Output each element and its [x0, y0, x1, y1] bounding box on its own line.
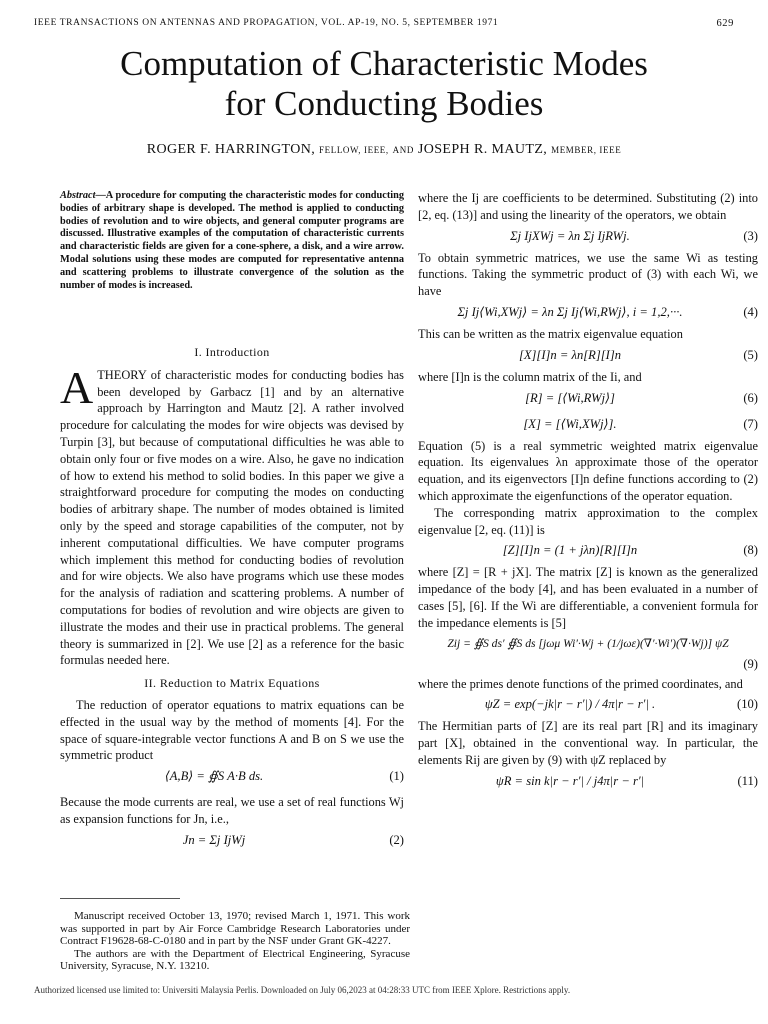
abstract-label: Abstract — [60, 190, 96, 201]
equation-6-number: (6) — [743, 390, 758, 405]
footnote-manuscript: Manuscript received October 13, 1970; revised March 1, 1971. This work was supported in part by Air Force Cambridge Research Laboratories under Contract F19628-68-C-0180 and in part by the NSF under Grant GK-4227. — [60, 910, 410, 948]
equation-8-number: (8) — [743, 543, 758, 558]
author-conjunction: AND — [392, 145, 414, 155]
equation-11-body: ψR = sin k|r − r′| / j4π|r − r′| — [495, 773, 645, 788]
equation-5 — [418, 343, 758, 369]
author-line — [0, 142, 768, 158]
abstract — [60, 190, 404, 292]
equation-7 — [418, 412, 758, 438]
equation-4-number: (4) — [743, 304, 758, 319]
equation-2 — [60, 828, 404, 854]
page-number: 629 — [716, 18, 734, 29]
author-1-grade: FELLOW, IEEE, — [319, 145, 389, 155]
equation-5-number: (5) — [743, 347, 758, 362]
drop-cap: A — [60, 361, 94, 413]
equation-4-body: Σj Ij⟨Wi,XWj⟩ = λn Σj Ij⟨Wi,RWj⟩, i = 1,2,···. — [457, 304, 683, 319]
right-para-4: where [I]n is the column matrix of the Ii, and — [418, 369, 642, 384]
author-2: JOSEPH R. MAUTZ, — [417, 142, 548, 157]
section-2-para-2: Because the mode currents are real, we use a set of real functions Wj as expansion functions for Jn, i.e., — [60, 795, 404, 826]
running-head — [34, 18, 734, 28]
equation-1 — [60, 764, 404, 790]
equation-8-body: [Z][I]n = (1 + jλn)[R][I]n — [502, 543, 638, 558]
equation-10 — [418, 692, 758, 718]
footnote — [60, 910, 410, 973]
section-1-text: THEORY of characteristic modes for conducting bodies has been developed by Garbacz [1] and by an alternative approach by Harrington and Mautz [2]. A rather involved procedure for calculating the modes for wire objects was devised by Turpin [3], but because of computational difficulties he was able to obtain only four or five modes on a wire. Also, he gave no indication of how to extend his method to solid bodies. In this paper we give a straightforward procedure for computing the modes on conducting bodies of arbitrary shape. The number of modes obtained is limited only by the speed and storage capabilities of the computer, not by inherent computational difficulties. We have computer programs which implement this method for conducting bodies of revolution and for wire objects. We also have programs which use these modes for the analysis of radiation and scattering problems. A number of computations for bodies of revolution and wire objects are given to illustrate the modes and their use in practical problems. The general theory is summarized in [2]. We use [2] as a reference for the basic formulas needed here. — [60, 367, 404, 668]
footnote-affiliation: The authors are with the Department of Electrical Engineering, Syracuse University, Syracuse, N.Y. 13210. — [60, 947, 410, 973]
equation-7-number: (7) — [743, 416, 758, 431]
equation-9-body: Zij = ∯S ds′ ∯S ds [jωμ Wi′·Wj + (1/jωε)(∇′·Wi′)(∇·Wj)] ψZ — [447, 636, 729, 650]
section-2-heading: II. Reduction to Matrix Equations — [144, 676, 320, 691]
author-2-grade: MEMBER, IEEE — [551, 145, 622, 155]
footnote-rule — [60, 898, 180, 899]
equation-11-number: (11) — [737, 773, 758, 788]
equation-5-body: [X][I]n = λn[R][I]n — [518, 347, 622, 362]
equation-6-body: [R] = [⟨Wi,RWj⟩] — [525, 390, 615, 405]
right-para-5: Equation (5) is a real symmetric weighted matrix eigenvalue equation. Its eigenvalues λn approximate those of the operator equation, and its eigenvectors [I]n define functions according to (2) which approximate the eigenfunctions of the operator equation. — [418, 438, 758, 503]
right-para-8: where the primes denote functions of the primed coordinates, and — [418, 676, 743, 691]
equation-7-body: [X] = [⟨Wi,XWj⟩]. — [523, 416, 617, 431]
right-column — [418, 190, 758, 795]
paper-title — [0, 44, 768, 124]
equation-6 — [418, 386, 758, 412]
equation-8 — [418, 538, 758, 564]
section-2-para-1: The reduction of operator equations to matrix equations can be effected in the usual way by the method of moments [4]. For the space of square-integrable vector functions A and B on S we use the symmetric product — [60, 697, 404, 763]
equation-3-body: Σj IjXWj = λn Σj IjRWj. — [510, 228, 630, 243]
equation-3-number: (3) — [743, 228, 758, 243]
equation-2-number: (2) — [389, 832, 404, 847]
equation-1-body: ⟨A,B⟩ = ∯S A·B ds. — [164, 769, 264, 784]
title-line-1: Computation of Characteristic Modes — [120, 44, 648, 83]
equation-10-body: ψZ = exp(−jk|r − r′|) / 4π|r − r′| . — [484, 697, 656, 712]
equation-2-body: Jn = Σj IjWj — [182, 832, 246, 847]
abstract-text: —A procedure for computing the characteristic modes for conducting bodies of arbitrary shape is developed. The method is applied to conducting bodies of revolution and to wire objects, and general computer programs are discussed. Illustrative examples of the computation of characteristic currents and characteristic fields are given for a cone-sphere, a disk, and a wire arrow. Modal solutions using these modes are computed for representative antenna and scattering problems to illustrate convergence of the solution as the number of modes is increased. — [60, 190, 404, 291]
equation-1-number: (1) — [389, 769, 404, 784]
right-para-1: where the Ij are coefficients to be determined. Substituting (2) into [2, eq. (13)] and using the linearity of the operators, we obtain — [418, 191, 758, 222]
equation-9 — [418, 632, 758, 676]
journal-citation: IEEE TRANSACTIONS ON ANTENNAS AND PROPAGATION, VOL. AP-19, NO. 5, SEPTEMBER 1971 — [34, 18, 499, 28]
right-para-2: To obtain symmetric matrices, we use the same Wi as testing functions. Taking the symmetric product of (3) with each Wi, we have — [418, 250, 758, 299]
equation-11 — [418, 769, 758, 795]
title-line-2: for Conducting Bodies — [224, 84, 544, 123]
right-para-3: This can be written as the matrix eigenvalue equation — [418, 326, 683, 341]
equation-9-number: (9) — [743, 656, 758, 671]
section-1-heading: I. Introduction — [194, 345, 270, 359]
access-footer: Authorized licensed use limited to: Universiti Malaysia Perlis. Downloaded on July 06,2023 at 04:28:33 UTC from IEEE Xplore. Restrictions apply. — [34, 985, 571, 995]
section-1-body — [60, 361, 404, 669]
equation-10-number: (10) — [737, 697, 758, 712]
right-para-7: where [Z] = [R + jX]. The matrix [Z] is known as the generalized impedance of the body [4], and has been evaluated in a number of cases [5], [6]. If the Wi are differentiable, a convenient formula for the impedance elements is [5] — [418, 565, 758, 630]
right-para-6: The corresponding matrix approximation to the complex eigenvalue [2, eq. (11)] is — [418, 505, 758, 537]
left-column — [60, 344, 404, 854]
right-para-9: The Hermitian parts of [Z] are its real part [R] and its imaginary part [X], obtained in the conventional way. In particular, the elements Rij are given by (9) with ψZ replaced by — [418, 719, 758, 767]
equation-3 — [418, 224, 758, 250]
equation-4 — [418, 300, 758, 326]
author-1: ROGER F. HARRINGTON, — [146, 142, 316, 157]
